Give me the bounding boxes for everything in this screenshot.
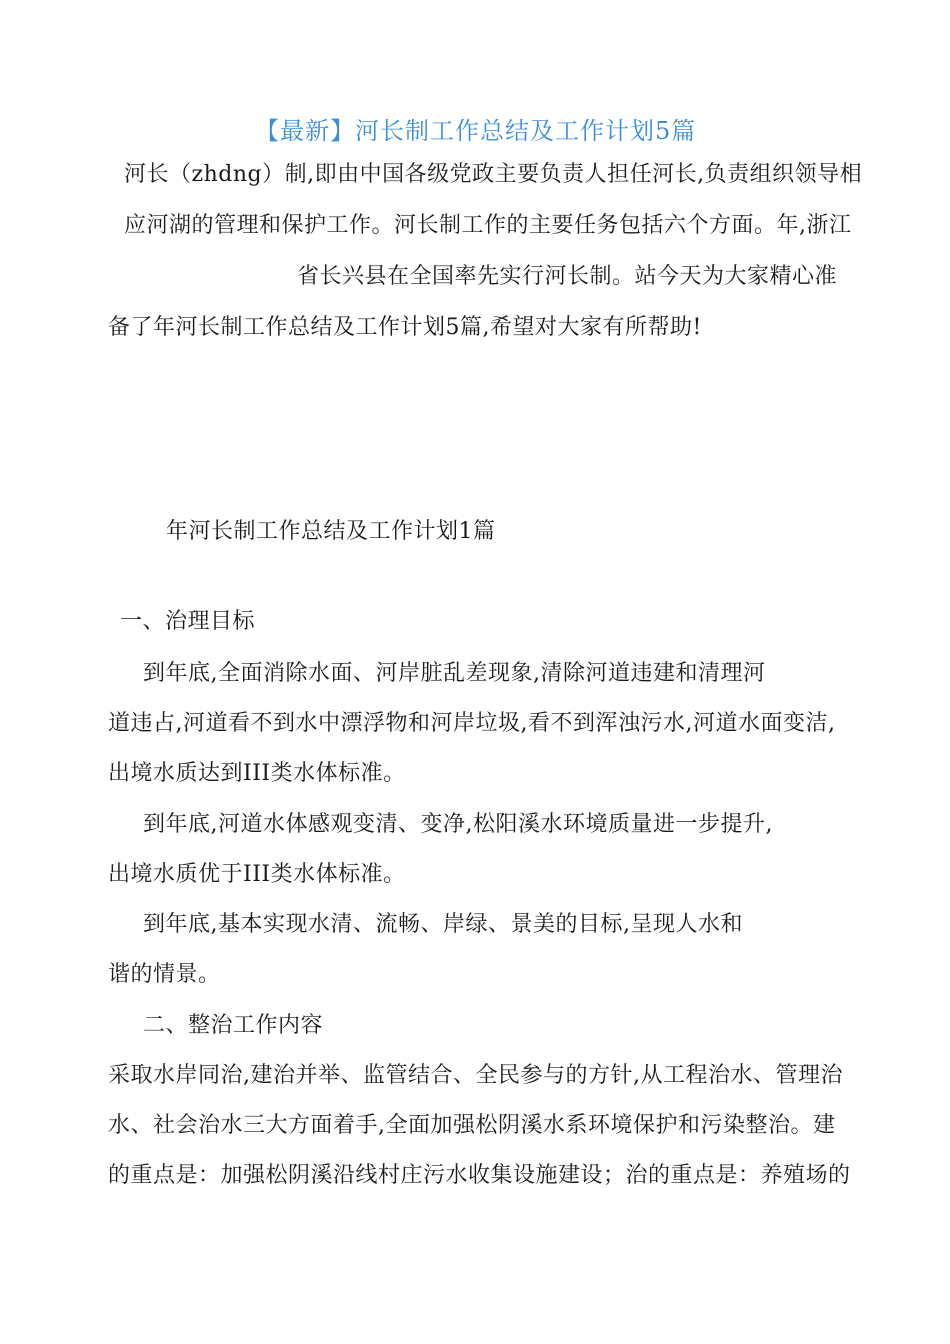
content-line: 水、社会治水三大方面着手,全面加强松阴溪水系环境保护和污染整治。建 [108,1113,836,1138]
goal-line: 道违占,河道看不到水中漂浮物和河岸垃圾,看不到浑浊污水,河道水面变洁, [108,711,836,736]
goal-line: 到年底,河道水体感观变清、变净,松阳溪水环境质量进一步提升, [143,812,773,837]
goal-line: 到年底,全面消除水面、河岸脏乱差现象,清除河道违建和清理河 [143,661,766,686]
goal-line: 到年底,基本实现水清、流畅、岸绿、景美的目标,呈现人水和 [143,912,743,937]
goal-line: 谐的情景。 [108,962,221,987]
heading-content: 二、整治工作内容 [143,1013,324,1038]
intro-line: 省长兴县在全国率先实行河长制。站今天为大家精心准 [297,264,838,289]
content-line: 的重点是：加强松阴溪沿线村庄污水收集设施建设；治的重点是：养殖场的 [108,1163,851,1188]
content-line: 采取水岸同治,建治并举、监管结合、全民参与的方针,从工程治水、管理治 [108,1063,843,1088]
intro-line: 河长（zhdng）制,即由中国各级党政主要负责人担任河长,负责组织领导相 [124,162,863,187]
heading-goals: 一、治理目标 [120,609,256,634]
intro-line: 应河湖的管理和保护工作。河长制工作的主要任务包括六个方面。年,浙江 [124,213,852,238]
goal-line: 出境水质达到III类水体标准。 [108,761,406,786]
document-title: 【最新】河长制工作总结及工作计划5篇 [255,117,697,145]
intro-line: 备了年河长制工作总结及工作计划5篇,希望对大家有所帮助! [108,315,702,340]
section-title: 年河长制工作总结及工作计划1篇 [166,519,496,544]
goal-line: 出境水质优于III类水体标准。 [108,862,406,887]
